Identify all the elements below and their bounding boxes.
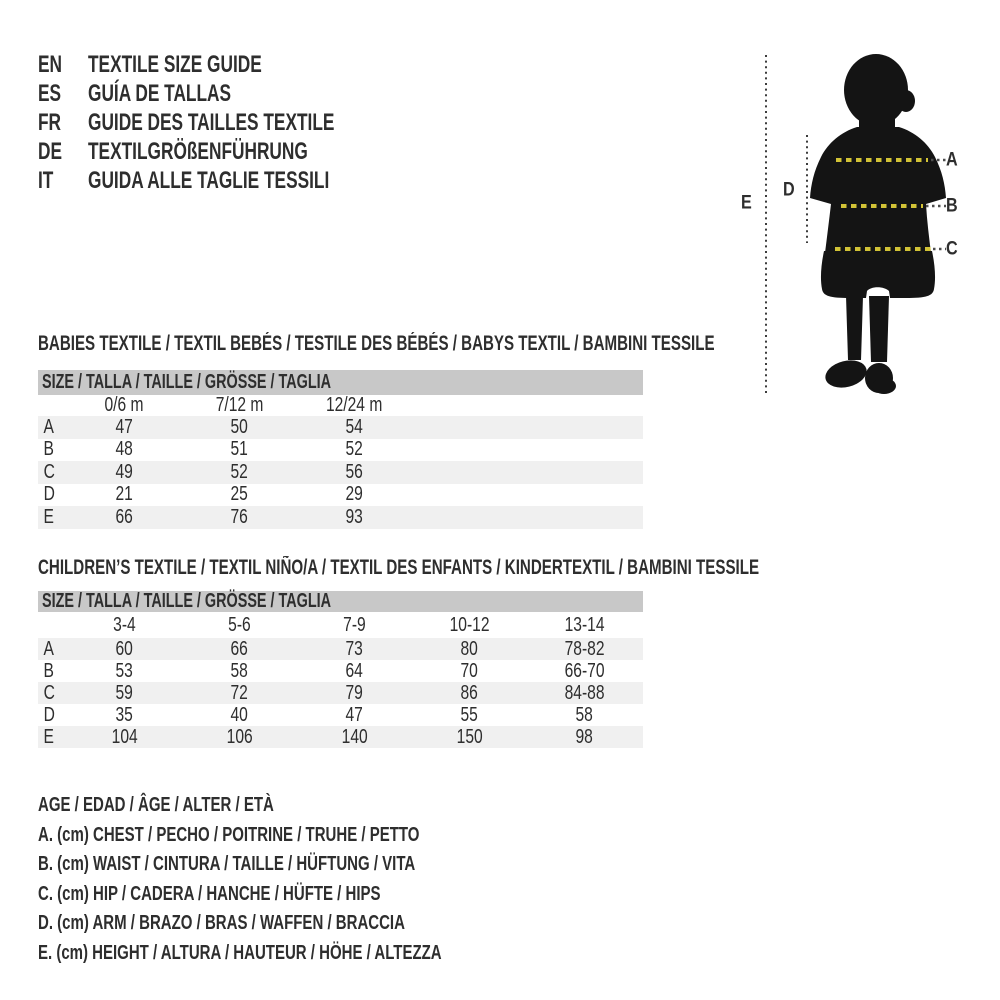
- cell-value: 51: [230, 438, 249, 461]
- table-cell: [67, 416, 182, 439]
- table-cell: [182, 660, 297, 683]
- table-cell: [297, 506, 412, 529]
- size-header-text: SIZE / TALLA / TAILLE / GRÖSSE / TAGLIA: [42, 590, 332, 612]
- marker-label-c: C: [946, 238, 958, 260]
- cell-value: 98: [575, 725, 594, 748]
- table-row: [38, 506, 643, 529]
- table-cell: [527, 638, 642, 661]
- marker-label-e: E: [741, 192, 752, 214]
- column-header: [527, 614, 642, 637]
- row-label-cell: [38, 416, 67, 439]
- row-label-cell: [38, 506, 67, 529]
- lang-code: ES: [38, 79, 62, 107]
- lang-title: TEXTILE SIZE GUIDE: [88, 50, 262, 78]
- table-cell: [67, 638, 182, 661]
- table-cell: [297, 416, 412, 439]
- row-label-cell: [38, 704, 67, 727]
- table-row: [38, 484, 643, 507]
- table-cell: [297, 461, 412, 484]
- lang-title: TEXTILGRÖßENFÜHRUNG: [88, 137, 308, 165]
- row-label: E: [43, 505, 54, 528]
- table-row: [38, 439, 643, 462]
- marker-label-d: D: [783, 179, 795, 201]
- table-row: [38, 461, 643, 484]
- table-cell: [67, 660, 182, 683]
- cell-value: 55: [460, 703, 479, 726]
- cell-value: 58: [230, 659, 249, 682]
- table-cell: [527, 682, 642, 705]
- cell-value: 47: [115, 415, 134, 438]
- column-header-text: 12/24 m: [326, 394, 383, 416]
- children-size-header-bar: [38, 591, 643, 612]
- language-header: [38, 50, 430, 195]
- lang-title: GUÍA DE TALLAS: [88, 79, 232, 107]
- table-cell: [297, 638, 412, 661]
- marker-label-b: B: [946, 195, 958, 217]
- table-cell: [67, 461, 182, 484]
- legend-text: C. (cm) HIP / CADERA / HANCHE / HÜFTE / HIPS: [38, 882, 381, 905]
- table-cell: [412, 704, 527, 727]
- column-header-text: 7/12 m: [215, 394, 264, 416]
- language-row: [38, 50, 430, 79]
- table-row: [38, 704, 643, 726]
- row-label-cell: [38, 660, 67, 683]
- table-row: [38, 660, 643, 682]
- legend-text: B. (cm) WAIST / CINTURA / TAILLE / HÜFTUNG / VITA: [38, 853, 416, 876]
- measurement-figure: [700, 40, 980, 415]
- legend-line-age: [38, 791, 576, 821]
- table-cell: [182, 638, 297, 661]
- row-label: A: [43, 637, 54, 660]
- language-row: [38, 108, 430, 137]
- babies-column-header-row: [38, 395, 643, 416]
- babies-title-text: BABIES TEXTILE / TEXTIL BEBÉS / TESTILE DES BÉBÉS / BABYS TEXTIL / BAMBINI TESSILE: [38, 332, 715, 355]
- table-cell: [182, 416, 297, 439]
- column-header-text: 5-6: [228, 613, 251, 636]
- children-column-header-row: [38, 612, 643, 638]
- figure-svg: [700, 40, 980, 415]
- row-label: C: [43, 681, 55, 704]
- table-cell: [297, 483, 412, 506]
- cell-value: 106: [226, 725, 253, 748]
- cell-value: 78-82: [564, 637, 605, 660]
- legend-text: E. (cm) HEIGHT / ALTURA / HAUTEUR / HÖHE / ALTEZZA: [38, 941, 442, 964]
- table-cell: [297, 660, 412, 683]
- cell-value: 25: [230, 483, 249, 506]
- legend-text: D. (cm) ARM / BRAZO / BRAS / WAFFEN / BRACCIA: [38, 912, 405, 935]
- legend-line-height: [38, 939, 576, 969]
- row-label: B: [43, 438, 54, 461]
- row-label: E: [43, 725, 54, 748]
- children-table: [38, 591, 643, 748]
- table-cell: [412, 660, 527, 683]
- column-header: [67, 614, 182, 637]
- legend-text: AGE / EDAD / ÂGE / ALTER / ETÀ: [38, 794, 274, 817]
- table-cell: [182, 506, 297, 529]
- cell-value: 53: [115, 659, 134, 682]
- cell-value: 52: [345, 438, 364, 461]
- table-cell: [297, 438, 412, 461]
- cell-value: 48: [115, 438, 134, 461]
- table-cell: [182, 704, 297, 727]
- children-section-title: [38, 556, 1000, 578]
- table-cell: [412, 726, 527, 749]
- cell-value: 66: [230, 637, 249, 660]
- cell-value: 35: [115, 703, 134, 726]
- row-label: A: [43, 415, 54, 438]
- cell-value: 70: [460, 659, 479, 682]
- cell-value: 40: [230, 703, 249, 726]
- cell-value: 50: [230, 415, 249, 438]
- legend-line-chest: [38, 821, 576, 851]
- table-row: [38, 682, 643, 704]
- lang-code: DE: [38, 137, 63, 165]
- row-label-cell: [38, 461, 67, 484]
- cell-value: 54: [345, 415, 364, 438]
- table-cell: [182, 726, 297, 749]
- column-header: [182, 394, 297, 417]
- row-label-cell: [38, 682, 67, 705]
- table-cell: [527, 660, 642, 683]
- legend-text: A. (cm) CHEST / PECHO / POITRINE / TRUHE / PETTO: [38, 823, 420, 846]
- cell-value: 150: [456, 725, 483, 748]
- column-header-text: 3-4: [113, 613, 136, 636]
- lang-title: GUIDE DES TAILLES TEXTILE: [88, 108, 335, 136]
- measurement-legend: [38, 791, 576, 968]
- row-label: C: [43, 460, 55, 483]
- marker-label-a: A: [946, 149, 958, 171]
- cell-value: 60: [115, 637, 134, 660]
- lang-title: GUIDA ALLE TAGLIE TESSILI: [88, 166, 330, 194]
- babies-size-header-bar: [38, 370, 643, 395]
- table-cell: [67, 438, 182, 461]
- table-cell: [67, 682, 182, 705]
- column-header-text: 7-9: [343, 613, 366, 636]
- table-cell: [297, 704, 412, 727]
- cell-value: 64: [345, 659, 364, 682]
- cell-value: 66-70: [564, 659, 605, 682]
- column-header-text: 0/6 m: [104, 394, 145, 416]
- table-cell: [67, 726, 182, 749]
- table-cell: [67, 483, 182, 506]
- row-label-cell: [38, 483, 67, 506]
- column-header: [182, 614, 297, 637]
- language-row: [38, 137, 430, 166]
- legend-line-waist: [38, 850, 576, 880]
- table-cell: [182, 682, 297, 705]
- table-cell: [182, 461, 297, 484]
- language-row: [38, 166, 430, 195]
- table-cell: [297, 682, 412, 705]
- cell-value: 49: [115, 460, 134, 483]
- lang-code: IT: [38, 166, 54, 194]
- row-label: D: [43, 483, 55, 506]
- cell-value: 66: [115, 505, 134, 528]
- cell-value: 86: [460, 681, 479, 704]
- cell-value: 76: [230, 505, 249, 528]
- cell-value: 47: [345, 703, 364, 726]
- column-header: [67, 394, 182, 417]
- table-cell: [182, 483, 297, 506]
- cell-value: 73: [345, 637, 364, 660]
- row-label: B: [43, 659, 54, 682]
- column-header: [412, 614, 527, 637]
- cell-value: 140: [341, 725, 368, 748]
- row-label: D: [43, 703, 55, 726]
- row-label-cell: [38, 726, 67, 749]
- column-header: [297, 614, 412, 637]
- table-cell: [412, 638, 527, 661]
- cell-value: 93: [345, 505, 364, 528]
- cell-value: 21: [115, 483, 134, 506]
- legend-line-hip: [38, 880, 576, 910]
- language-row: [38, 79, 430, 108]
- table-cell: [412, 682, 527, 705]
- babies-table: [38, 370, 643, 529]
- legend-line-arm: [38, 909, 576, 939]
- table-row: [38, 416, 643, 439]
- cell-value: 59: [115, 681, 134, 704]
- cell-value: 52: [230, 460, 249, 483]
- lang-code: FR: [38, 108, 62, 136]
- cell-value: 104: [111, 725, 138, 748]
- children-title-text: CHILDREN’S TEXTILE / TEXTIL NIÑO/A / TEXTIL DES ENFANTS / KINDERTEXTIL / BAMBINI TESSILE: [38, 556, 760, 579]
- column-header-text: 10-12: [449, 613, 490, 636]
- row-label-cell: [38, 638, 67, 661]
- cell-value: 80: [460, 637, 479, 660]
- table-cell: [297, 726, 412, 749]
- cell-value: 56: [345, 460, 364, 483]
- table-cell: [527, 726, 642, 749]
- cell-value: 58: [575, 703, 594, 726]
- column-header: [297, 394, 412, 417]
- lang-code: EN: [38, 50, 63, 78]
- table-cell: [67, 506, 182, 529]
- table-row: [38, 726, 643, 748]
- cell-value: 79: [345, 681, 364, 704]
- cell-value: 29: [345, 483, 364, 506]
- cell-value: 84-88: [564, 681, 605, 704]
- babies-section-title: [38, 332, 978, 354]
- table-row: [38, 638, 643, 660]
- column-header-text: 13-14: [564, 613, 605, 636]
- row-label-cell: [38, 438, 67, 461]
- cell-value: 72: [230, 681, 249, 704]
- size-header-text: SIZE / TALLA / TAILLE / GRÖSSE / TAGLIA: [42, 371, 332, 393]
- table-cell: [67, 704, 182, 727]
- table-cell: [527, 704, 642, 727]
- table-cell: [182, 438, 297, 461]
